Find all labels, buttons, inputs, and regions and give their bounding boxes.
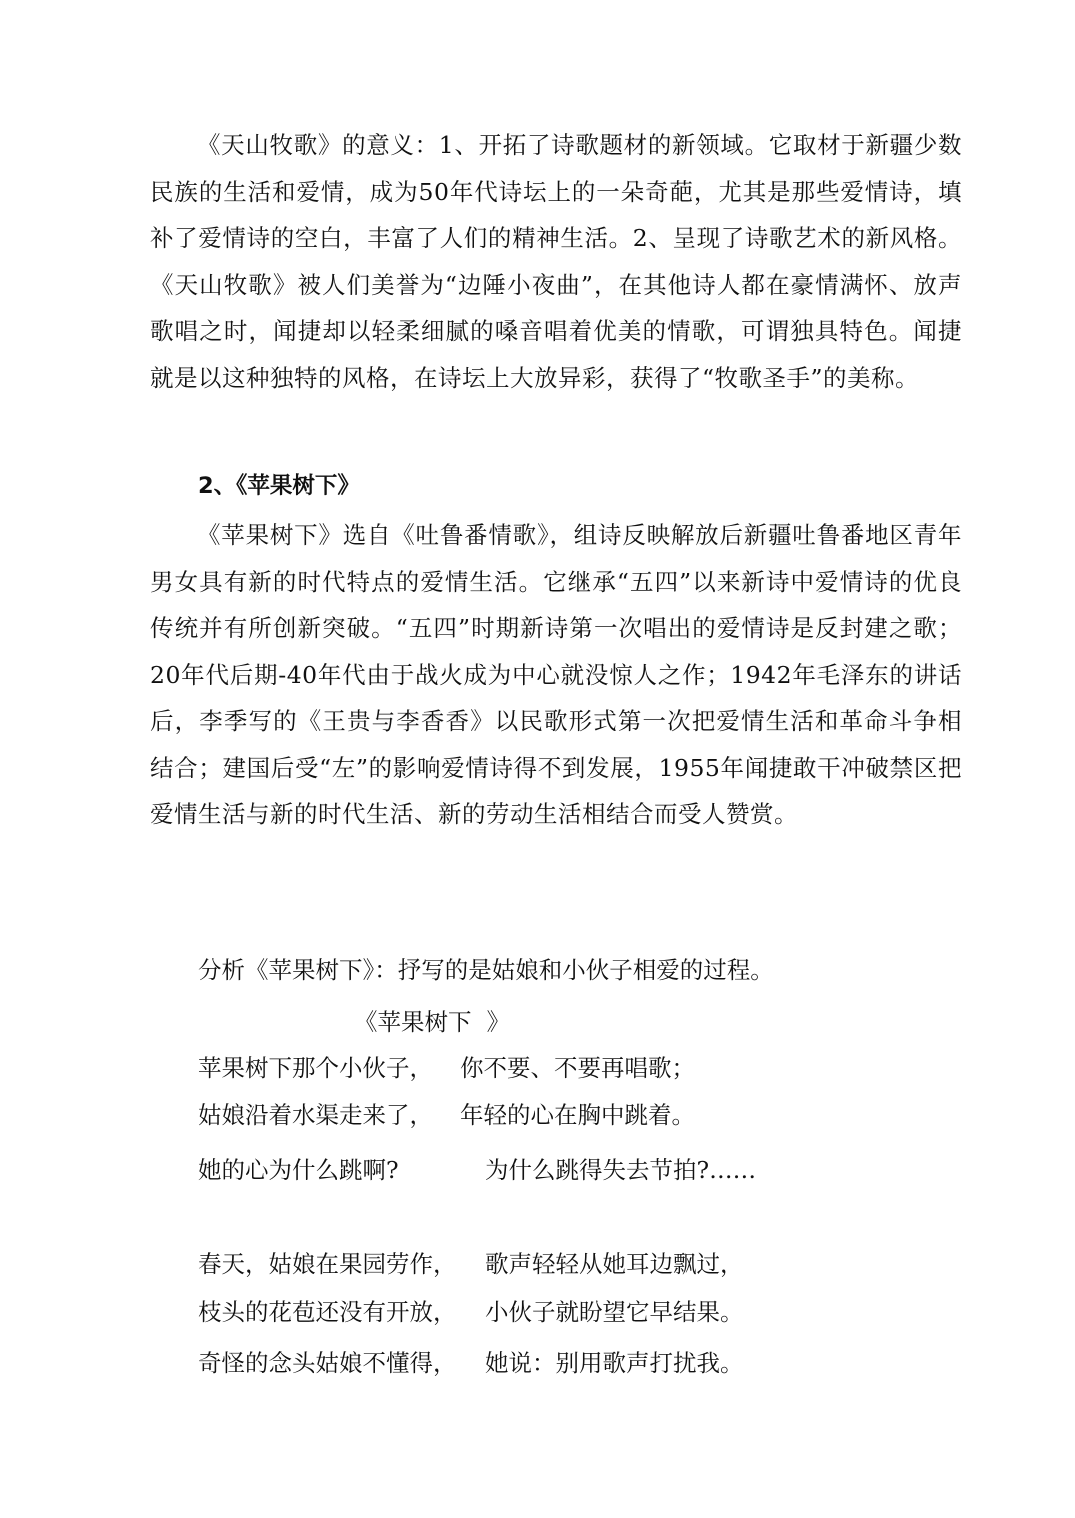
poem-line-first-half: 春天，姑娘在果园劳作， [198,1250,457,1278]
poem-line-second-half: 歌声轻轻从她耳边飘过， [485,1250,744,1278]
poem-line-second-half: 年轻的心在胸中跳着。 [460,1101,695,1129]
poem-line-first-half: 奇怪的念头姑娘不懂得， [198,1349,457,1377]
poem-line-second-half: 为什么跳得失去节拍?…… [485,1156,757,1184]
paragraph-apple-tree-intro: 《苹果树下》选自《吐鲁番情歌》，组诗反映解放后新疆吐鲁番地区青年男女具有新的时代特点的爱情生活。它继承“五四”以来新诗中爱情诗的优良传统并有所创新突破。“五四”时期新诗第一次唱出的爱情诗是反封建之歌；20年代后期-40年代由于战火成为中心就没惊人之作；1942年毛泽东的讲话后，李季写的《王贵与李香香》以民歌形式第一次把爱情生活和革命斗争相结合；建国后受“左”的影响爱情诗得不到发展，1955年闻捷敢干冲破禁区把爱情生活与新的时代生活、新的劳动生活相结合而受人赞赏。 [150,521,962,828]
paragraph-tianshan-significance: 《天山牧歌》的意义：1、开拓了诗歌题材的新领域。它取材于新疆少数民族的生活和爱情，成为50年代诗坛上的一朵奇葩，尤其是那些爱情诗，填补了爱情诗的空白，丰富了人们的精神生活。2、呈现了诗歌艺术的新风格。《天山牧歌》被人们美誉为“边陲小夜曲”，在其他诗人都在豪情满怀、放声歌唱之时，闻捷却以轻柔细腻的嗓音唱着优美的情歌，可谓独具特色。闻捷就是以这种独特的风格，在诗坛上大放异彩，获得了“牧歌圣手”的美称。 [150,131,962,392]
poem-line-second-half: 你不要、不要再唱歌； [460,1054,695,1082]
poem-line [198,1097,898,1133]
section-heading: 2、《苹果树下》 [198,473,360,499]
poem-line-second-half: 小伙子就盼望它早结果。 [485,1298,744,1326]
analysis-line: 分析《苹果树下》：抒写的是姑娘和小伙子相爱的过程。 [198,956,774,984]
poem-line-first-half: 姑娘沿着水渠走来了， [198,1101,433,1129]
poem-line [198,1246,898,1282]
poem-line [198,1345,898,1381]
poem-line [198,1294,898,1330]
poem-title: 《苹果树下 》 [354,1008,510,1036]
poem-line-first-half: 她的心为什么跳啊? [198,1156,399,1184]
poem-line-second-half: 她说：别用歌声打扰我。 [485,1349,744,1377]
poem-line [198,1152,898,1188]
poem-line-first-half: 苹果树下那个小伙子， [198,1054,433,1082]
poem-line-first-half: 枝头的花苞还没有开放， [198,1298,457,1326]
poem-line [198,1050,898,1086]
